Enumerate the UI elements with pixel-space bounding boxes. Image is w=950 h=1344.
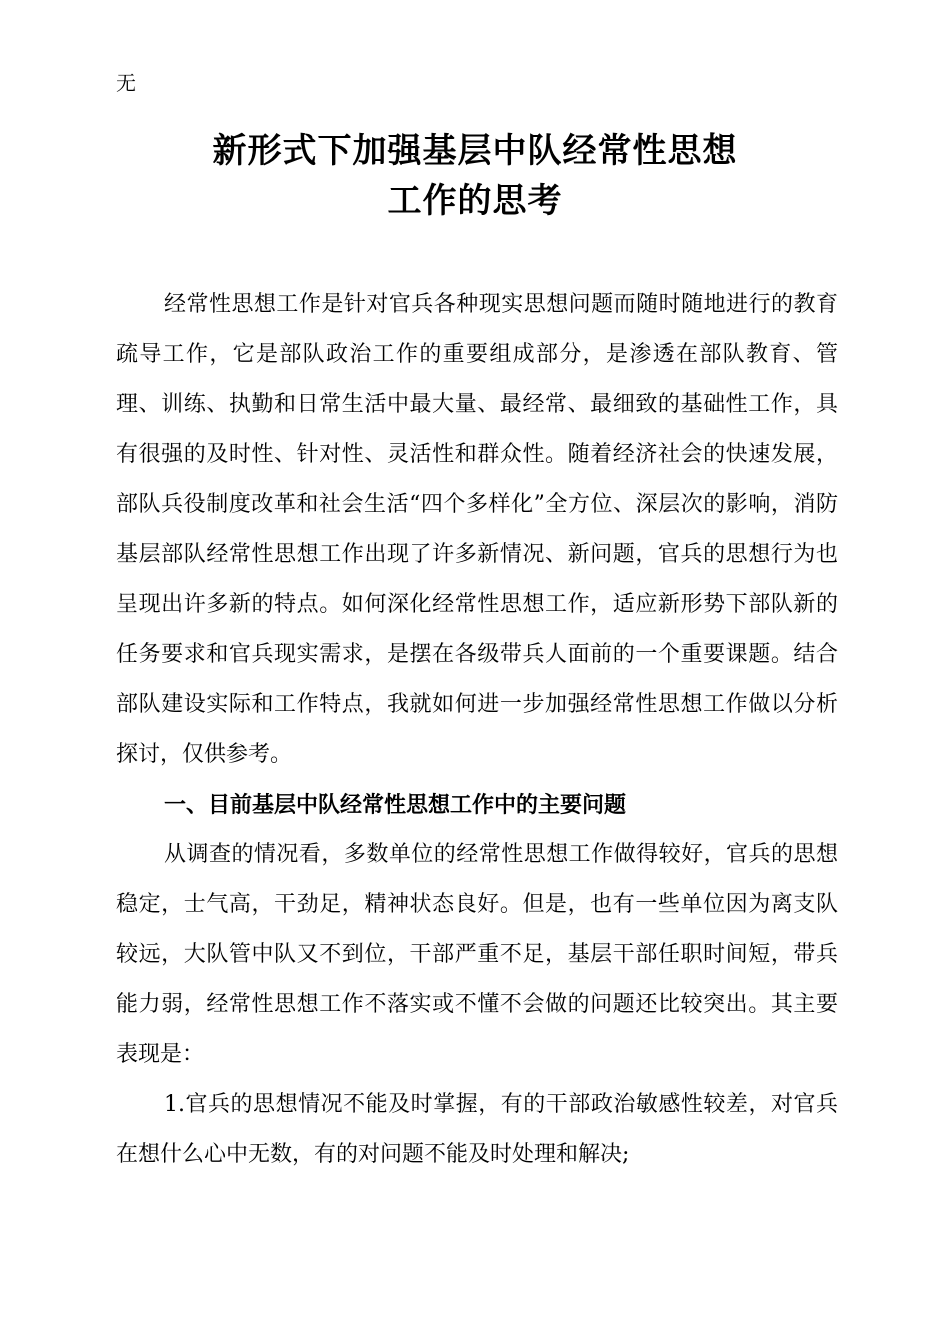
document-body (116, 280, 838, 1180)
header-mark: 无 (116, 71, 136, 95)
section-paragraph: 从调查的情况看，多数单位的经常性思想工作做得较好，官兵的思想稳定，士气高，干劲足，精神状态良好。但是，也有一些单位因为离支队较远，大队管中队又不到位，干部严重不足，基层干部任职时间短，带兵能力弱，经常性思想工作不落实或不懂不会做的问题还比较突出。其主要表现是： (116, 842, 838, 1067)
list-item: 1.官兵的思想情况不能及时掌握，有的干部政治敏感性较差，对官兵在想什么心中无数，有的对问题不能及时处理和解决; (116, 1092, 838, 1167)
intro-paragraph: 经常性思想工作是针对官兵各种现实思想问题而随时随地进行的教育疏导工作，它是部队政治工作的重要组成部分，是渗透在部队教育、管理、训练、执勤和日常生活中最大量、最经常、最细致的基础性工作，具有很强的及时性、针对性、灵活性和群众性。随着经济社会的快速发展，部队兵役制度改革和社会生活“四个多样化”全方位、深层次的影响，消防基层部队经常性思想工作出现了许多新情况、新问题，官兵的思想行为也呈现出许多新的特点。如何深化经常性思想工作，适应新形势下部队新的任务要求和官兵现实需求，是摆在各级带兵人面前的一个重要课题。结合部队建设实际和工作特点，我就如何进一步加强经常性思想工作做以分析探讨，仅供参考。 (116, 292, 838, 767)
section-heading: 一、目前基层中队经常性思想工作中的主要问题 (164, 792, 627, 818)
document-title-line-2: 工作的思考 (387, 181, 563, 221)
document-title-line-1: 新形式下加强基层中队经常性思想 (212, 131, 738, 171)
